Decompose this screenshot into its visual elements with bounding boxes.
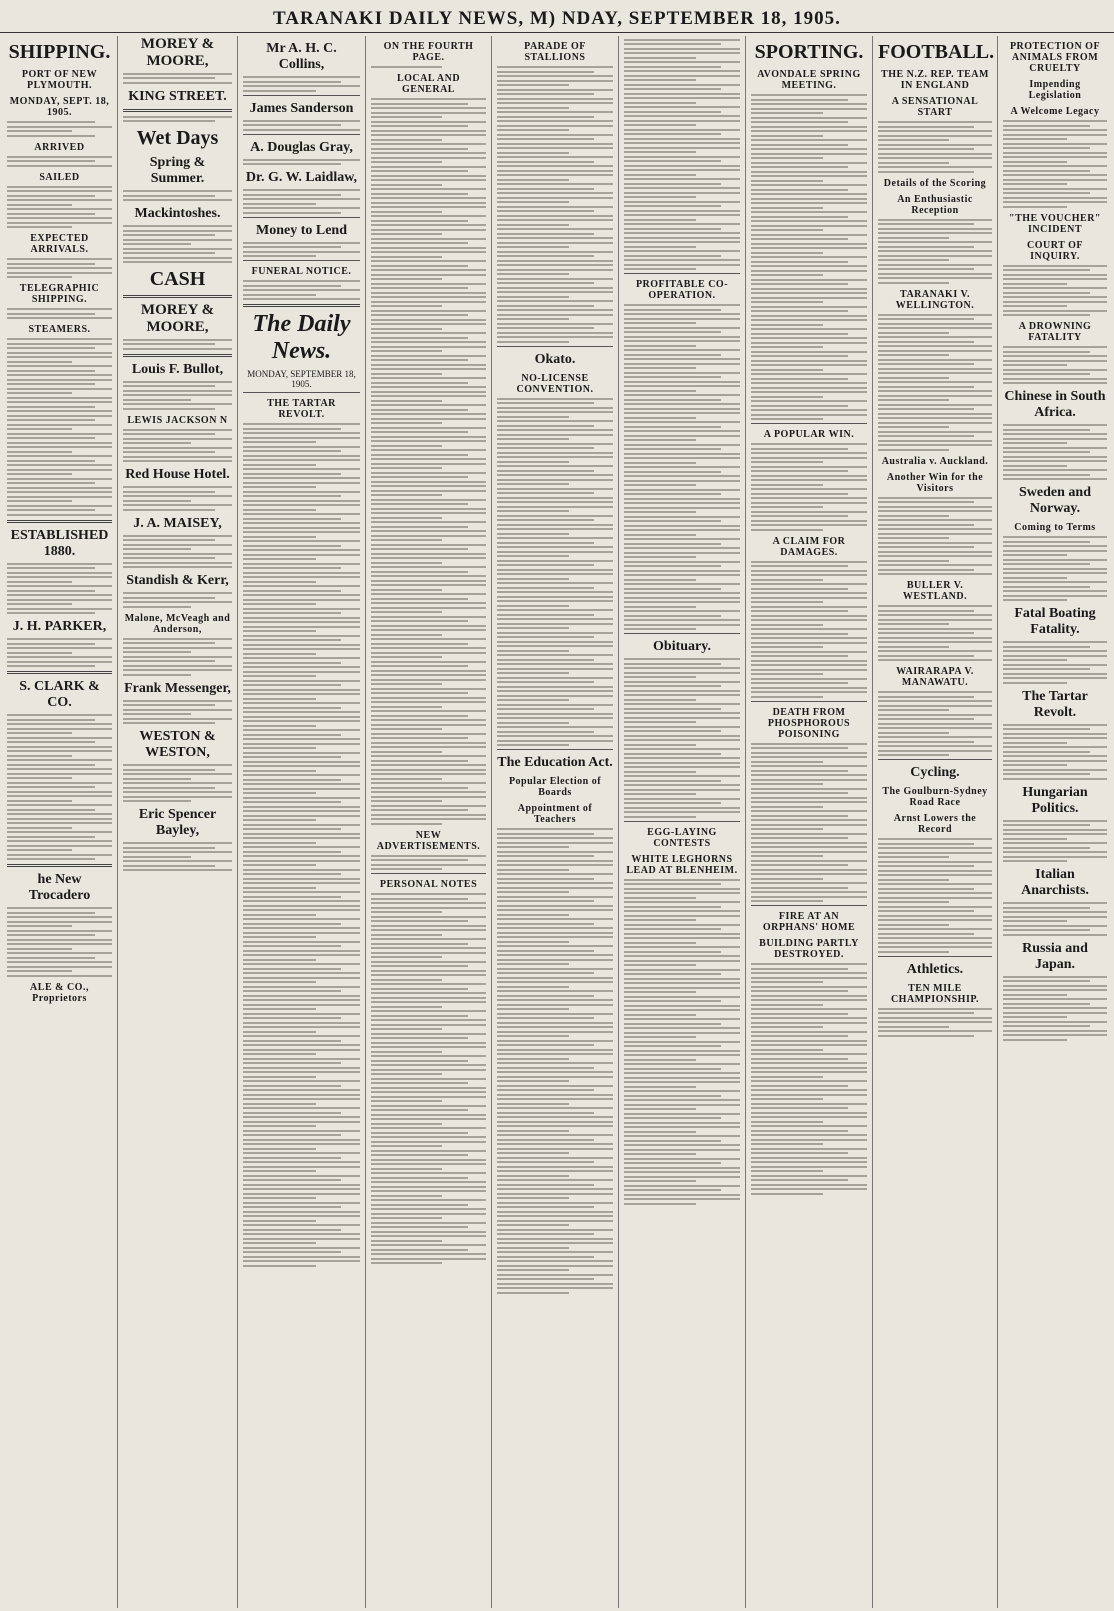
columns [2, 36, 1112, 1608]
sweden-norway-heading: Sweden and Norway. [1019, 485, 1091, 516]
impending-legislation-heading: Impending Legislation [1028, 79, 1082, 101]
steamers-heading: STEAMERS. [28, 324, 91, 335]
column-3 [238, 36, 366, 1608]
wet-days: Wet Days [136, 127, 219, 149]
collins-heading: Mr A. H. C. Collins, [266, 41, 337, 72]
new-advertisements-heading: NEW ADVERTISEMENTS. [376, 829, 481, 852]
red-house-heading: Red House Hotel. [125, 467, 230, 482]
egg-laying-heading: EGG-LAYING CONTESTS [647, 826, 717, 849]
partly-destroyed-heading: BUILDING PARTLY DESTROYED. [759, 938, 859, 960]
cycling-heading: Cycling. [910, 765, 960, 780]
goulburn-heading: The Goulburn-Sydney Road Race [882, 786, 988, 808]
column-9 [998, 36, 1112, 1608]
popular-win-heading: A POPULAR WIN. [763, 429, 855, 440]
another-win-heading: Another Win for the Visitors [886, 471, 984, 494]
hungarian-politics-heading: Hungarian Politics. [1022, 784, 1088, 816]
australia-auckland-heading: Australia v. Auckland. [881, 455, 989, 467]
profitable-cooperation-heading: PROFITABLE CO-OPERATION. [635, 279, 729, 301]
bayley-heading: Eric Spencer Bayley, [138, 807, 217, 838]
clark-heading: S. CLARK & CO. [19, 679, 100, 710]
arrived-heading: ARRIVED [34, 141, 85, 153]
cash-heading: CASH [149, 268, 206, 290]
wairarapa-manawatu-heading: WAIRARAPA V. MANAWATU. [896, 666, 974, 688]
obituary-heading: Obituary. [653, 639, 711, 654]
russia-japan-heading: Russia and Japan. [1022, 940, 1088, 972]
column-7 [746, 36, 873, 1608]
voucher-incident-heading: "THE VOUCHER" INCIDENT [1009, 212, 1101, 235]
football-heading: FOOTBALL. [878, 41, 995, 63]
column-8 [873, 36, 998, 1608]
orphans-home-heading: FIRE AT AN ORPHANS' HOME [762, 911, 856, 933]
gray-heading: A. Douglas Gray, [250, 139, 353, 155]
drowning-fatality-heading: A DROWNING FATALITY [1018, 321, 1092, 343]
avondale-heading: AVONDALE SPRING MEETING. [757, 69, 861, 91]
sailed-heading: SAILED [39, 171, 80, 183]
taranaki-wellington-heading: TARANAKI V. WELLINGTON. [895, 288, 975, 311]
maisey-heading: J. A. MAISEY, [133, 515, 222, 531]
buller-westland-heading: BULLER V. WESTLAND. [902, 580, 968, 602]
athletics-heading: Athletics. [906, 961, 964, 977]
enthusiastic-heading: An Enthusiastic Reception [897, 193, 973, 216]
phosphorous-heading: DEATH FROM PHOSPHOROUS POISONING [767, 706, 851, 740]
morey-moore-heading: MOREY & MOORE, [140, 36, 215, 69]
proprietors-line: ALE & CO., Proprietors [30, 981, 89, 1004]
established-heading: ESTABLISHED 1880. [10, 527, 109, 559]
funeral-heading: FUNERAL NOTICE. [251, 266, 352, 277]
education-act-heading: The Education Act. [497, 755, 613, 770]
malone-heading: Malone, McVeagh and Anderson, [124, 612, 231, 635]
money-heading: Money to Lend [256, 222, 347, 238]
personal-notes-heading: PERSONAL NOTES [379, 879, 478, 890]
telegraphic-heading: TELEGRAPHIC SHIPPING. [19, 283, 100, 305]
chinese-south-africa-heading: Chinese in South Africa. [1004, 389, 1106, 420]
sporting-heading: SPORTING. [754, 41, 864, 63]
masthead: TARANAKI DAILY NEWS, M) NDAY, SEPTEMBER 18, 1905. [0, 8, 1114, 33]
tartar-revolt-heading: THE TARTAR REVOLT. [267, 398, 336, 420]
welcome-legacy-heading: A Welcome Legacy [1010, 106, 1100, 117]
shipping-heading: SHIPPING. [8, 41, 111, 63]
mackintoshes: Mackintoshes. [134, 206, 221, 221]
standish-heading: Standish & Kerr, [126, 573, 229, 588]
sanderson-heading: James Sanderson [249, 100, 354, 116]
fatal-boating-heading: Fatal Boating Fatality. [1014, 606, 1096, 637]
protection-animals-heading: PROTECTION OF ANIMALS FROM CRUELTY [1009, 41, 1101, 74]
king-street: KING STREET. [128, 88, 227, 104]
lowers-record-heading: Arnst Lowers the Record [893, 813, 977, 835]
messenger-heading: Frank Messenger, [124, 680, 231, 696]
appointment-teachers-heading: Appointment of Teachers [517, 803, 593, 825]
column-4 [366, 36, 492, 1608]
italian-anarchists-heading: Italian Anarchists. [1021, 867, 1089, 898]
port-heading: PORT OF NEW PLYMOUTH. [21, 69, 98, 91]
sensational-start-heading: A SENSATIONAL START [891, 96, 979, 118]
coming-to-terms-heading: Coming to Terms [1014, 522, 1096, 533]
white-leghorns-heading: WHITE LEGHORNS LEAD AT BLENHEIM. [626, 853, 738, 876]
no-license-heading: NO-LICENSE CONVENTION. [516, 372, 594, 395]
spring-summer: Spring & Summer. [149, 155, 206, 186]
column-5 [492, 36, 619, 1608]
lewis-heading: LEWIS JACKSON N [127, 414, 228, 426]
column-1 [2, 36, 118, 1608]
tartar-revolt-heading-2: The Tartar Revolt. [1022, 688, 1088, 720]
column-2 [118, 36, 238, 1608]
trocadero-heading: he New Trocadero [28, 872, 91, 903]
ten-mile-heading: TEN MILE CHAMPIONSHIP. [890, 982, 980, 1005]
stallions-heading: PARADE OF STALLIONS [524, 41, 586, 63]
weston-heading: WESTON & WESTON, [139, 729, 216, 760]
claim-damages-heading: A CLAIM FOR DAMAGES. [772, 535, 846, 558]
local-general-heading: LOCAL AND GENERAL [396, 73, 461, 95]
popular-election-heading: Popular Election of Boards [508, 776, 602, 798]
daily-news-date: MONDAY, SEPTEMBER 18, 1905. [247, 369, 356, 389]
daily-news-title: The Daily News. [252, 311, 351, 364]
morey-moore-heading-2: MOREY & MOORE, [140, 302, 215, 335]
parker-heading: J. H. PARKER, [12, 619, 107, 634]
shipping-date: MONDAY, SEPT. 18, 1905. [9, 96, 110, 118]
scoring-heading: Details of the Scoring [883, 177, 987, 189]
okato-heading: Okato. [534, 351, 576, 367]
laidlaw-heading: Dr. G. W. Laidlaw, [245, 170, 358, 185]
bullot-heading: Louis F. Bullot, [131, 361, 224, 377]
fourth-page-heading: ON THE FOURTH PAGE. [383, 41, 474, 63]
column-6 [619, 36, 746, 1608]
expected-heading: EXPECTED ARRIVALS. [30, 233, 89, 255]
court-inquiry-heading: COURT OF INQUIRY. [1027, 239, 1083, 262]
nz-rep-heading: THE N.Z. REP. TEAM IN ENGLAND [881, 69, 989, 91]
